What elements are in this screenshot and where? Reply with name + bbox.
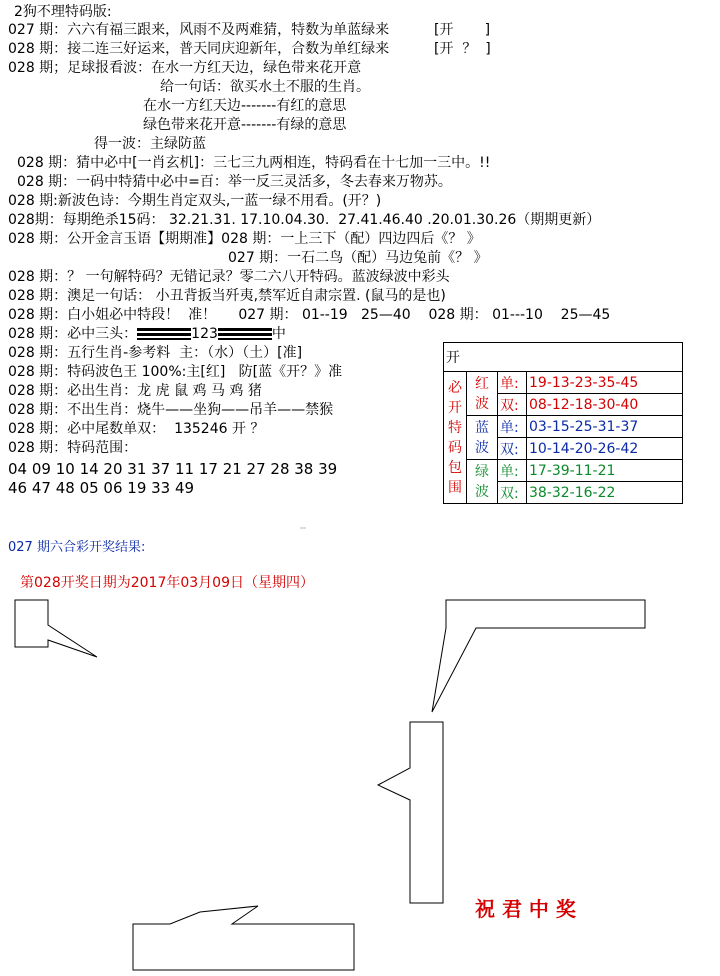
callout-box-right: [432, 600, 645, 712]
blue-odd-type: 单:: [498, 416, 527, 438]
line-tail: 028 期：必中尾数单双： 135246 开 ？: [8, 421, 265, 437]
line-range: 028 期：特码范围：: [8, 440, 138, 456]
blue-even-nums: 10-14-20-26-42: [527, 438, 683, 460]
line-explain: 028 期：？ 一句解特码？无错记录？零二六八开特码。蓝波绿波中彩头: [8, 269, 450, 285]
red-even-type: 双:: [498, 394, 527, 416]
callout-box-center: [378, 722, 443, 903]
results-title: 027 期六合彩开奖结果:: [8, 540, 146, 555]
line-028-open: [开 ？ ]: [434, 41, 491, 57]
line-football: 028 期；足球报看波：在水一方红天边，绿色带来花开意: [8, 60, 362, 76]
line-red-meaning: 在水一方红天边-------有红的意思: [143, 98, 347, 114]
line-wave: 得一波：主绿防蓝: [94, 136, 206, 152]
line-must-zodiac: 028 期：必出生肖：龙 虎 鼠 鸡 马 鸡 猪: [8, 383, 262, 399]
red-even-nums: 08-12-18-30-40: [527, 394, 683, 416]
line-five-elements: 028 期：五行生肖-参考料 主：（水）（土）[准]: [8, 345, 303, 361]
green-even-type: 双:: [498, 482, 527, 504]
congrats-text: 祝 君 中 奖: [475, 897, 576, 921]
line-027-riddle: 027 期：六六有福三跟来，风雨不及两难猜，特数为单蓝绿来: [8, 22, 390, 38]
line-one-code: 028 期：一码中特猜中必中=百：举一反三灵活多，冬去春来万物苏。: [17, 174, 452, 190]
three-heads-suffix: 中: [271, 326, 286, 342]
line-green-meaning: 绿色带来花开意-------有绿的意思: [143, 117, 347, 133]
green-odd-nums: 17-39-11-21: [527, 460, 683, 482]
blue-odd-nums: 03-15-25-31-37: [527, 416, 683, 438]
red-odd-nums: 19-13-23-35-45: [527, 372, 683, 394]
line-kill: 028期：每期绝杀15码： 32.21.31. 17.10.04.30. 27.41.46.40 .20.01.30.26（期期更新）: [8, 212, 601, 228]
line-no-zodiac: 028 期：不出生肖：烧牛——坐狗——吊羊——禁猴: [8, 402, 334, 418]
line-poem: 028 期:新波色诗：今期生肖定双头,一蓝一绿不用看。(开？): [8, 193, 382, 209]
line-segment: 028 期：白小姐必中特段！ 准！ 027 期： 01--19 25—40 028 期： 01---10 25—45: [8, 307, 611, 323]
group-red: 红波: [467, 372, 498, 416]
group-green: 绿波: [467, 460, 498, 504]
draw-date: 第028开奖日期为2017年03月09日（星期四）: [20, 575, 314, 591]
green-even-nums: 38-32-16-22: [527, 482, 683, 504]
line-wave-king: 028 期：特码波色王 100%:主[红] 防[蓝《开？》准: [8, 364, 343, 380]
callout-box-left: [15, 600, 97, 657]
line-027-open: [开 ]: [434, 22, 491, 38]
range-numbers-1: 04 09 10 14 20 31 37 11 17 21 27 28 38 39: [8, 460, 338, 478]
line-bird: 027 期：一石二鸟（配）马边兔前《？ 》: [228, 250, 488, 266]
group-blue: 蓝波: [467, 416, 498, 460]
line-golden: 028 期：公开金言玉语【期期准】028 期：一上三下（配）四边四后《？ 》: [8, 231, 481, 247]
line-macau: 028 期：澳足一句话： 小丑背扳当歼夷,禁军近自肃宗置. (鼠马的是也): [8, 288, 446, 304]
page-title: 2狗不理特码版:: [14, 4, 112, 20]
callout-box-bottom: [133, 906, 354, 970]
three-heads-label: 028 期：必中三头：: [8, 326, 138, 342]
red-odd-type: 单:: [498, 372, 527, 394]
green-odd-type: 单:: [498, 460, 527, 482]
line-hint: 给一句话：欲买水土不服的生肖。: [160, 79, 370, 95]
range-numbers-2: 46 47 48 05 06 19 33 49: [8, 479, 195, 497]
line-028-riddle: 028 期：接二连三好运来，普天同庆迎新年，合数为单红绿来: [8, 41, 390, 57]
line-guess: 028 期：猜中必中[一肖玄机]：三七三九两相连，特码看在十七加一三中。!!: [17, 155, 491, 171]
three-heads-value: 123: [191, 326, 218, 342]
table-left-label: 必开特码包围: [444, 372, 467, 504]
blue-even-type: 双:: [498, 438, 527, 460]
table-head: 开: [444, 343, 683, 372]
